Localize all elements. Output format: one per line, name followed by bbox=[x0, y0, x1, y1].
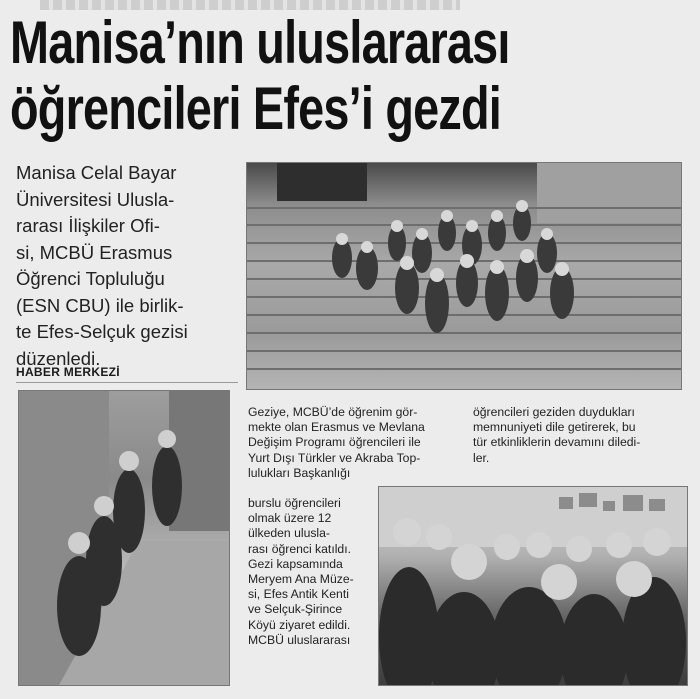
body-line: Gezi kapsamında bbox=[248, 556, 343, 571]
lead-line: Manisa Celal Bayar bbox=[16, 162, 177, 183]
path-illustration bbox=[19, 391, 229, 685]
lead-paragraph bbox=[16, 160, 238, 372]
lead-line: (ESN CBU) ile birlik- bbox=[16, 294, 184, 316]
headline bbox=[10, 10, 690, 142]
byline: HABER MERKEZİ bbox=[16, 365, 238, 383]
body-line: öğrencileri geziden duydukları bbox=[473, 405, 635, 419]
body-line: si, Efes Antik Kenti bbox=[248, 587, 349, 602]
theatre-steps-illustration bbox=[247, 163, 681, 389]
group-photo-selfie bbox=[378, 486, 688, 686]
body-line: mekte olan Erasmus ve Mevlana bbox=[248, 420, 425, 435]
body-line: Geziye, MCBÜ’de öğrenim gör- bbox=[248, 405, 418, 419]
body-column-c bbox=[248, 496, 376, 648]
lead-line: düzenledi. bbox=[16, 347, 101, 369]
body-line: olmak üzere 12 bbox=[248, 511, 332, 526]
body-line: Yurt Dışı Türkler ve Akraba Top- bbox=[248, 450, 421, 465]
lead-line: te Efes-Selçuk gezisi bbox=[16, 321, 188, 342]
group-photo-path bbox=[18, 390, 230, 686]
body-line: ve Selçuk-Şirince bbox=[248, 602, 343, 617]
body-line: ler. bbox=[473, 450, 490, 465]
body-line: ülkeden ulusla- bbox=[248, 526, 330, 541]
body-line: burslu öğrencileri bbox=[248, 496, 341, 510]
group-photo-theatre bbox=[246, 162, 682, 390]
lead-line: Üniversitesi Ulusla- bbox=[16, 188, 175, 210]
body-line: rası öğrenci katıldı. bbox=[248, 541, 351, 556]
lead-line: Öğrenci Topluluğu bbox=[16, 268, 165, 289]
selfie-illustration bbox=[379, 487, 687, 685]
lead-line: si, MCBÜ Erasmus bbox=[16, 241, 173, 263]
lead-line: rarası İlişkiler Ofi- bbox=[16, 215, 160, 236]
body-column-a bbox=[248, 405, 458, 481]
body-line: lulukları Başkanlığı bbox=[248, 465, 351, 480]
headline-line-2: öğrencileri Efes’i gezdi bbox=[10, 75, 502, 142]
body-line: MCBÜ uluslararası bbox=[248, 632, 351, 647]
headline-line-1: Manisa’nın uluslararası bbox=[10, 9, 510, 76]
body-line: Köyü ziyaret edildi. bbox=[248, 617, 351, 632]
body-line: Değişim Programı öğrencileri ile bbox=[248, 435, 421, 450]
body-column-b bbox=[473, 405, 683, 466]
body-line: memnuniyeti dile getirerek, bu bbox=[473, 420, 636, 435]
body-line: tür etkinliklerin devamını diledi- bbox=[473, 435, 641, 450]
body-line: Meryem Ana Müze- bbox=[248, 572, 354, 587]
